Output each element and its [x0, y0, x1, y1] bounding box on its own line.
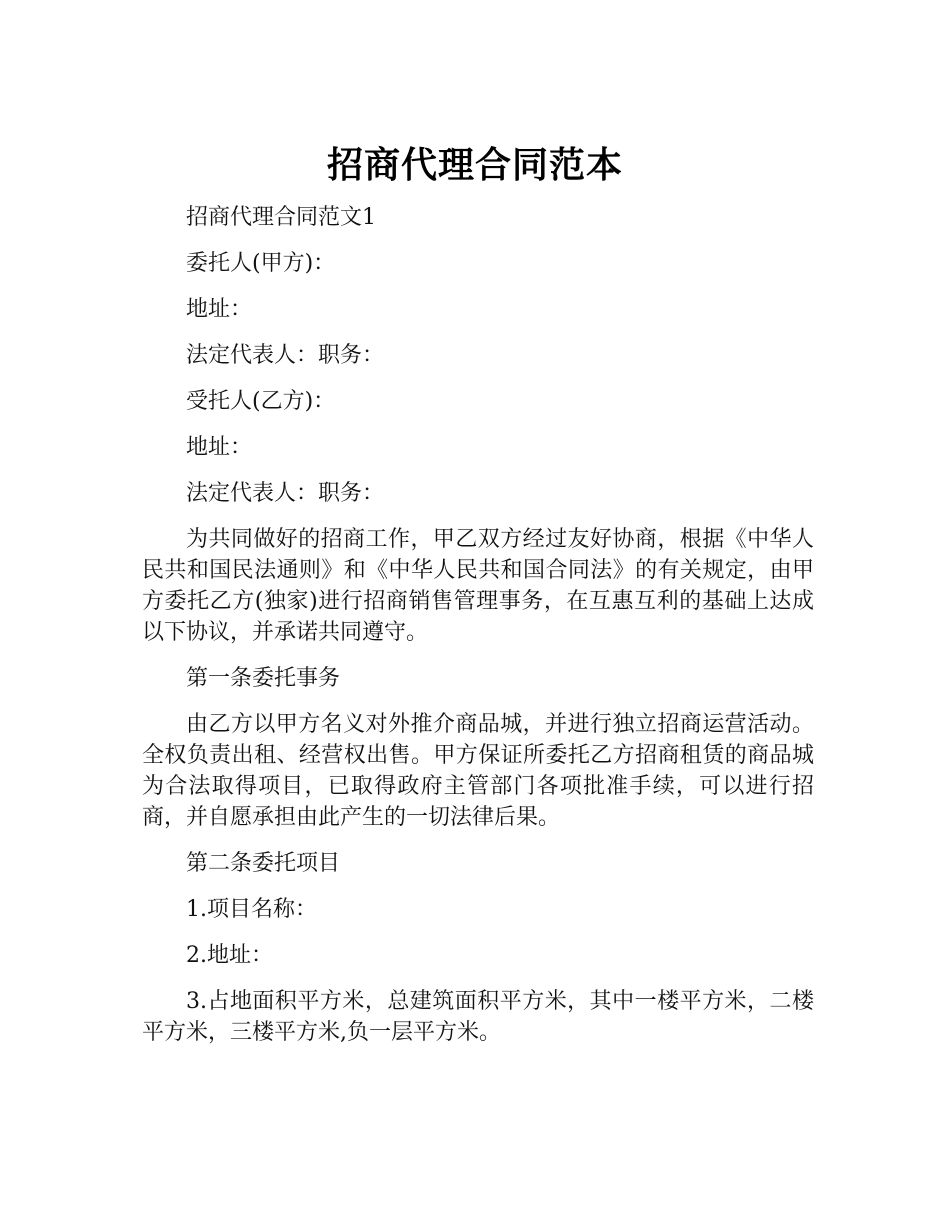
- project-area-item: 3.占地面积平方米，总建筑面积平方米，其中一楼平方米，二楼平方米，三楼平方米,负一层平方米。: [142, 989, 814, 1045]
- project-address-item: 2.地址：: [186, 943, 273, 968]
- article-1-body: 由乙方以甲方名义对外推介商品城，并进行独立招商运营活动。全权负责出租、经营权出售。甲方保证所委托乙方招商租赁的商品城为合法取得项目，已取得政府主管部门各项批准手续，可以进行招商，并自愿承担由此产生的一切法律后果。: [142, 712, 814, 830]
- article-2-heading: 第二条委托项目: [186, 851, 341, 876]
- document-title: 招商代理合同范本: [326, 145, 623, 187]
- party-b-address: 地址：: [186, 435, 253, 460]
- document-body: [142, 202, 814, 1063]
- party-a-label: 委托人(甲方)：: [186, 251, 336, 276]
- preamble-paragraph: 为共同做好的招商工作，甲乙双方经过友好协商，根据《中华人民共和国民法通则》和《中华人民共和国合同法》的有关规定，由甲方委托乙方(独家)进行招商销售管理事务，在互惠互利的基础上达成以下协议，并承诺共同遵守。: [142, 527, 814, 645]
- party-b-representative: 法定代表人：职务：: [186, 481, 385, 506]
- project-name-item: 1.项目名称：: [186, 897, 317, 922]
- party-a-representative: 法定代表人：职务：: [186, 343, 385, 368]
- contract-subtitle: 招商代理合同范文1: [186, 205, 376, 230]
- party-a-address: 地址：: [186, 297, 253, 322]
- party-b-label: 受托人(乙方)：: [186, 389, 336, 414]
- article-1-heading: 第一条委托事务: [186, 666, 341, 691]
